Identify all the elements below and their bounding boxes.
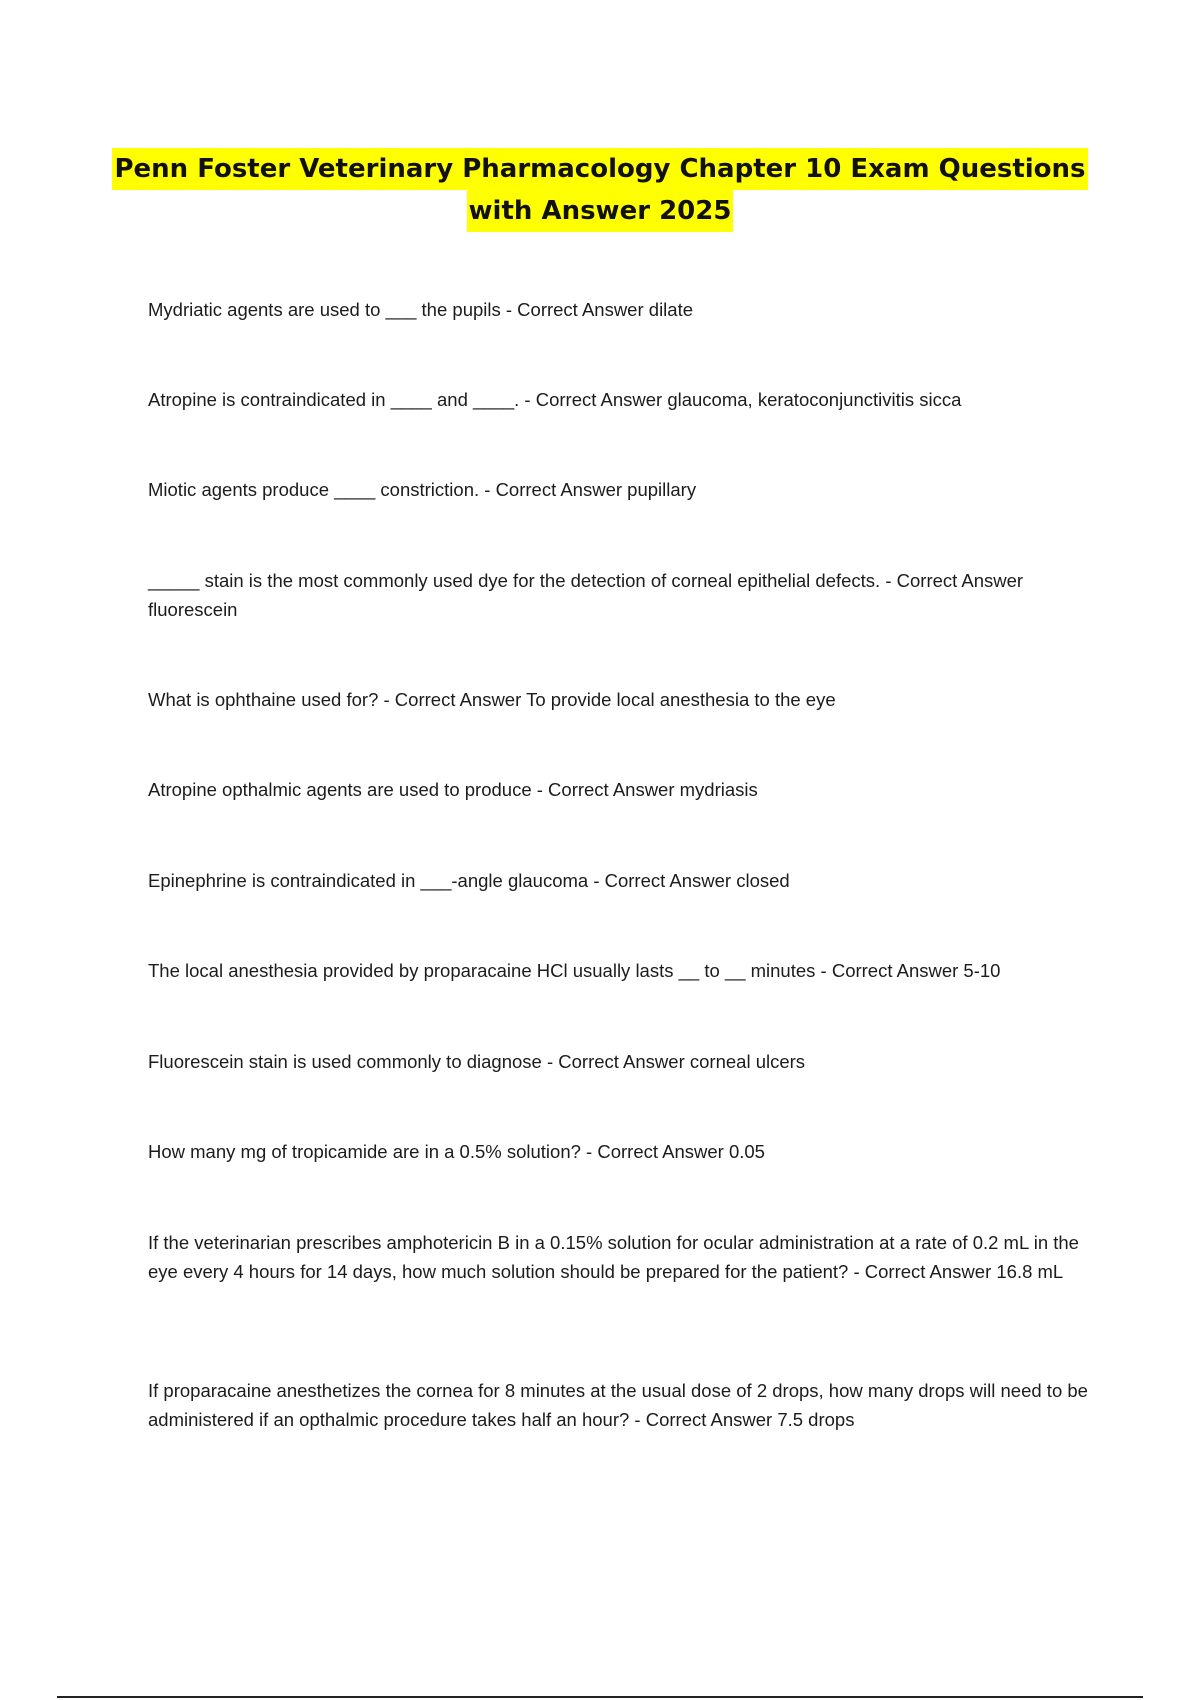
qa-item-8: The local anesthesia provided by proparacaine HCl usually lasts __ to __ minutes - Correct Answer 5-10: [148, 960, 1001, 981]
qa-item-5: What is ophthaine used for? - Correct Answer To provide local anesthesia to the eye: [148, 689, 836, 710]
footer-divider: [57, 1696, 1143, 1698]
qa-item-1: Mydriatic agents are used to ___ the pupils - Correct Answer dilate: [148, 299, 694, 320]
qa-item-9: Fluorescein stain is used commonly to diagnose - Correct Answer corneal ulcers: [148, 1051, 806, 1072]
qa-item-2: Atropine is contraindicated in ____ and ____. - Correct Answer glaucoma, keratoconjunctivitis sicca: [148, 389, 962, 410]
title-line-1: Penn Foster Veterinary Pharmacology Chapter 10 Exam Questions: [112, 148, 1087, 190]
qa-item-7: Epinephrine is contraindicated in ___-angle glaucoma - Correct Answer closed: [148, 870, 790, 891]
qa-item-10: How many mg of tropicamide are in a 0.5% solution? - Correct Answer 0.05: [148, 1141, 765, 1162]
qa-item-3: Miotic agents produce ____ constriction. - Correct Answer pupillary: [148, 479, 697, 500]
qa-item-12: If proparacaine anesthetizes the cornea for 8 minutes at the usual dose of 2 drops, how many drops will need to be administered if an opthalmic procedure takes half an hour? - Correct Answer 7.5 drops: [148, 1380, 1088, 1430]
qa-item-11: If the veterinarian prescribes amphotericin B in a 0.15% solution for ocular administration at a rate of 0.2 mL in the eye every 4 hours for 14 days, how much solution should be prepared for the patient? - Correct Answer 16.8 mL: [148, 1232, 1079, 1282]
qa-item-6: Atropine opthalmic agents are used to produce - Correct Answer mydriasis: [148, 779, 758, 800]
title-line-2: with Answer 2025: [467, 190, 734, 232]
qa-item-4: _____ stain is the most commonly used dye for the detection of corneal epithelial defects. - Correct Answer fluorescein: [148, 570, 1024, 620]
document-title: [0, 148, 1200, 232]
